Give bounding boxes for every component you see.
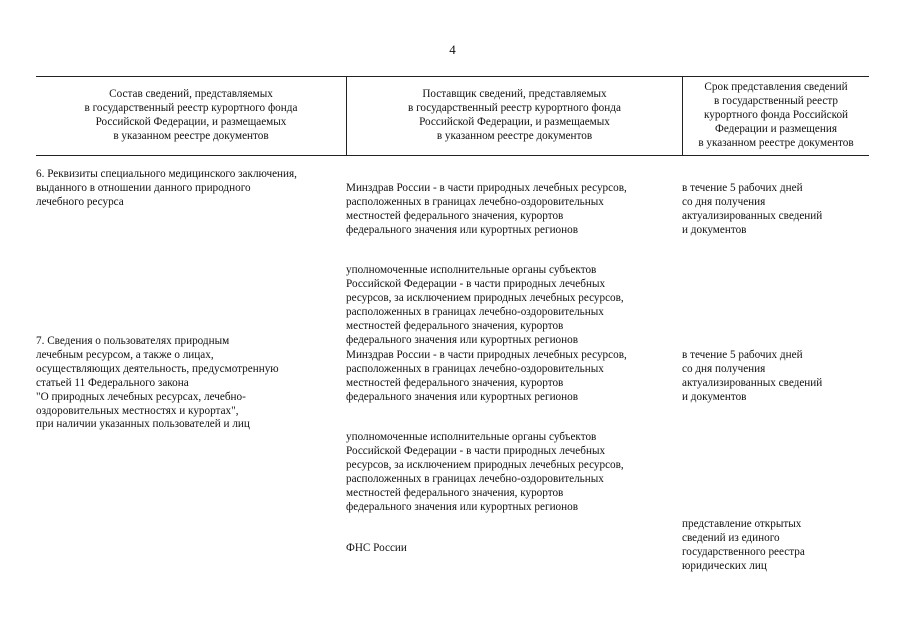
supplier-entry: Минздрав России - в части природных лечебных ресурсов, расположенных в границах лечебно-оздоровительных местностей федерального значения, курортов федерального значения или курортных регионов [346, 181, 627, 236]
supplier-entry: ФНС России [346, 541, 407, 554]
term-entry: представление открытых сведений из единого государственного реестра юридических лиц [682, 518, 805, 573]
supplier-entry: уполномоченные исполнительные органы субъектов Российской Федерации - в части природных лечебных ресурсов, за исключением природных лечебных ресурсов, расположенных в границах лечебно-оздоровительных местностей федерального значения, курортов федерального значения или курортных регионов [346, 431, 624, 513]
supplier-entry: Минздрав России - в части природных лечебных ресурсов, расположенных в границах лечебно-оздоровительных местностей федерального значения, курортов федерального значения или курортных регионов [346, 348, 627, 403]
row-terms [682, 168, 869, 264]
registry-table [36, 76, 869, 573]
header-composition: Состав сведений, представляемых в государственный реестр курортного фонда Российской Федерации, и размещаемых в указанном реестре документов [84, 88, 298, 142]
page-number: 4 [449, 42, 456, 57]
term-entry: в течение 5 рабочих дней со дня получения актуализированных сведений и документов [682, 181, 823, 236]
header-deadline: Срок представления сведений в государственный реестр курортного фонда Российской Федерации и размещения в указанном реестре документов [682, 77, 869, 155]
row-item-text: 6. Реквизиты специального медицинского заключения, выданного в отношении данного природного лечебного ресурса [36, 168, 297, 208]
table-header [36, 76, 869, 156]
term-entry: в течение 5 рабочих дней со дня получения актуализированных сведений и документов [682, 348, 823, 403]
row-suppliers [346, 335, 682, 583]
supplier-entry: уполномоченные исполнительные органы субъектов Российской Федерации - в части природных лечебных ресурсов, за исключением природных лечебных ресурсов, расположенных в границах лечебно-оздоровительных местностей федерального значения, курортов федерального значения или курортных регионов [346, 264, 624, 346]
header-supplier: Поставщик сведений, представляемых в государственный реестр курортного фонда Российской Федерации, и размещаемых в указанном реестре документов [346, 77, 682, 155]
row-item-text: 7. Сведения о пользователях природным лечебным ресурсом, а также о лицах, осуществляющих деятельность, предусмотренную статьей 11 Федерального закона "О природных лечебных ресурсах, лечебно- оздоровительных местностях и курортах", при наличии указанных пользователей и лиц [36, 335, 279, 431]
row-terms [682, 335, 869, 601]
